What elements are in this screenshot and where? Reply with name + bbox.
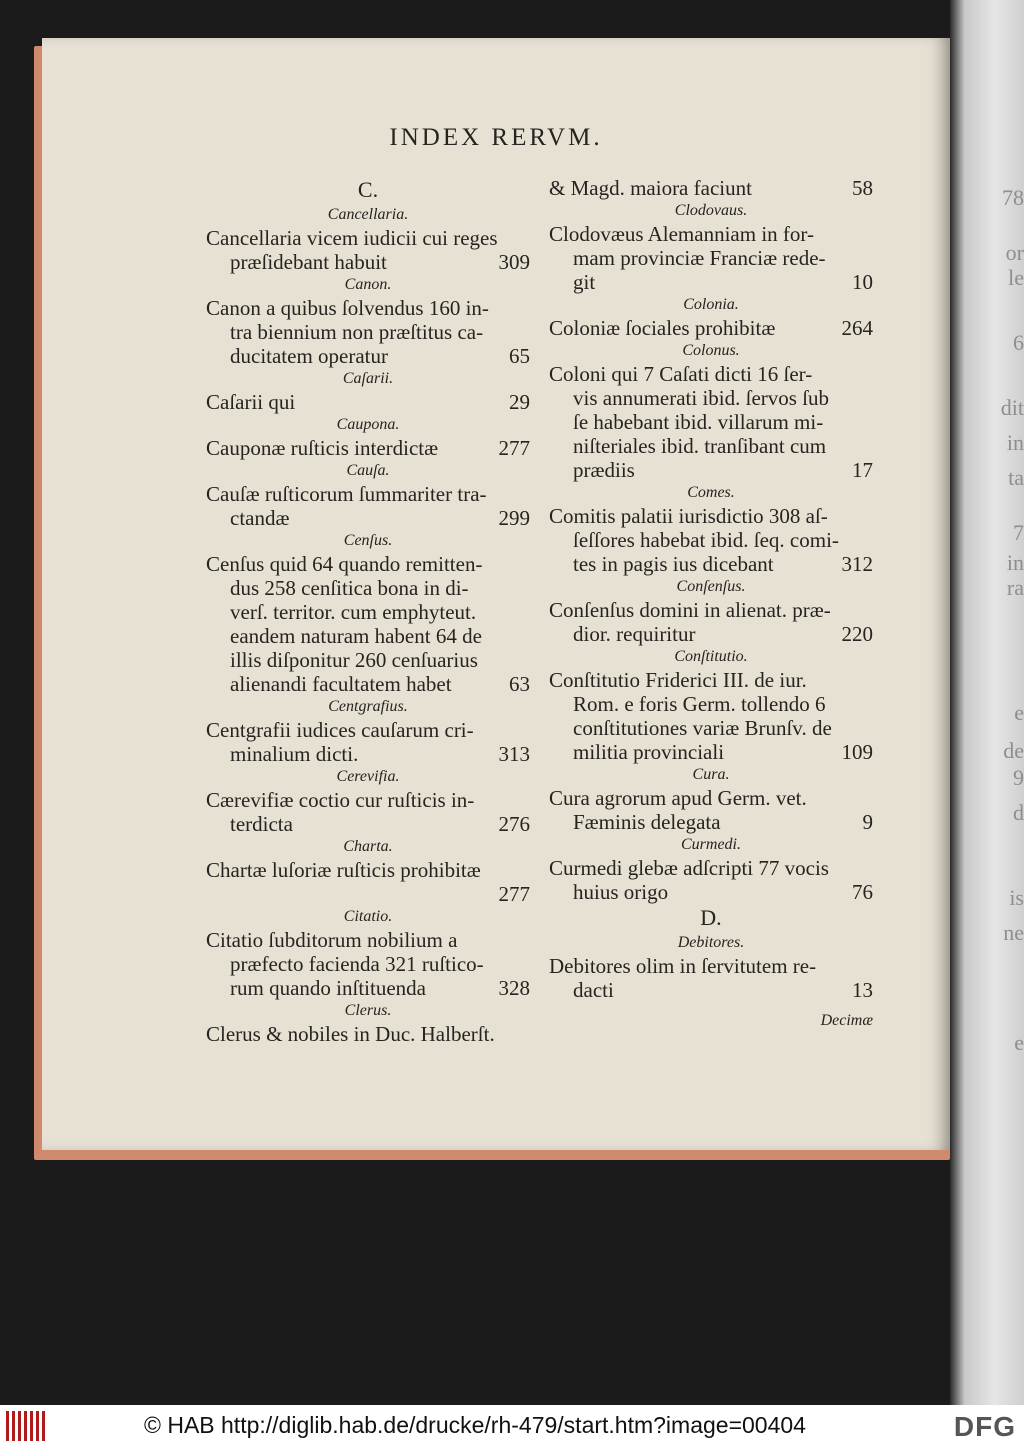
entry-line (549, 552, 873, 576)
page-reference: 299 (498, 506, 530, 530)
page-reference: 76 (852, 880, 873, 904)
page-header: INDEX RERVM. (389, 124, 603, 151)
entry-line (549, 810, 873, 834)
index-heading: Citatio. (343, 908, 393, 925)
entry-line (206, 344, 530, 368)
entry-line (549, 458, 873, 482)
entry-text: Fæminis delegata (573, 810, 721, 834)
entry-text: Clodovæus Alemanniam in for- (549, 222, 814, 246)
entry-line (549, 668, 873, 692)
entry-line (206, 600, 530, 624)
entry-line (206, 858, 530, 882)
index-entry (206, 858, 530, 906)
entry-line (206, 436, 530, 460)
entry-text: minalium dicti. (230, 742, 359, 766)
bleed-text: is (1009, 885, 1024, 910)
entry-line (206, 742, 530, 766)
entry-text: vis annumerati ibid. ſervos ſub (573, 386, 830, 410)
index-entry (549, 786, 873, 834)
bleed-text: or (1005, 240, 1024, 265)
entry-text: tes in pagis ius dicebant (573, 552, 774, 576)
page-reference: 277 (498, 882, 530, 906)
entry-line (206, 1022, 530, 1046)
page-reference: 109 (841, 740, 873, 764)
entry-text: Curmedi glebæ adſcripti 77 vocis (549, 856, 829, 880)
entry-line (206, 506, 530, 530)
bleed-text: 6 (1013, 330, 1024, 355)
bleed-text: de (1003, 738, 1024, 763)
entry-line (206, 648, 530, 672)
entry-line (206, 320, 530, 344)
entry-line (549, 434, 873, 458)
index-entry (549, 504, 873, 576)
entry-line (549, 362, 873, 386)
entry-line (549, 740, 873, 764)
entry-line (549, 270, 873, 294)
index-entry (206, 1022, 530, 1046)
page-reference: 13 (852, 978, 873, 1002)
index-heading: Cura. (692, 766, 730, 783)
entry-line (549, 598, 873, 622)
entry-line (206, 576, 530, 600)
entry-text: illis diſponitur 260 cenſuarius (230, 648, 478, 672)
entry-text: Conſtitutio Friderici III. de iur. (549, 668, 807, 692)
entry-text: ſe habebant ibid. villarum mi- (573, 410, 824, 434)
entry-line (549, 504, 873, 528)
entry-line (206, 788, 530, 812)
entry-line (206, 250, 530, 274)
page-reference: 29 (509, 390, 530, 414)
entry-text: rum quando inſtituenda (230, 976, 426, 1000)
entry-text: Debitores olim in ſervitutem re- (549, 954, 817, 978)
entry-line (549, 316, 873, 340)
index-entry (549, 598, 873, 646)
book-page (42, 38, 950, 1150)
entry-text: prædiis (573, 458, 635, 482)
entry-text: Conſenſus domini in alienat. præ- (549, 598, 831, 622)
bleed-text: in (1006, 430, 1024, 455)
index-heading: Canon. (344, 276, 392, 293)
entry-text: ſeſſores habebat ibid. ſeq. comi- (573, 528, 839, 552)
entry-text: Coloniæ ſociales prohibitæ (549, 316, 776, 340)
entry-line (206, 390, 530, 414)
entry-line (549, 856, 873, 880)
dfg-logo: DFG (953, 1411, 1016, 1442)
bleed-text: ra (1006, 575, 1024, 600)
entry-line (549, 954, 873, 978)
entry-text: Rom. e foris Germ. tollendo 6 (573, 692, 826, 716)
index-heading: Conſtitutio. (674, 648, 748, 665)
index-heading: Cancellaria. (327, 206, 409, 223)
entry-text: git (573, 270, 596, 294)
index-entry (206, 928, 530, 1000)
index-heading: Debitores. (677, 934, 745, 951)
entry-line (549, 622, 873, 646)
entry-line (206, 296, 530, 320)
entry-text: Cærevifiæ coctio cur ruſticis in- (206, 788, 475, 812)
page-reference: 313 (498, 742, 530, 766)
entry-text: tra biennium non præſtitus ca- (230, 320, 484, 344)
neighbor-page-edge (950, 0, 1024, 1447)
page-reference: 220 (841, 622, 873, 646)
entry-line (549, 410, 873, 434)
entry-text: terdicta (230, 812, 293, 836)
bleed-text: 7 (1013, 520, 1024, 545)
index-heading: Conſenſus. (676, 578, 746, 595)
entry-line (549, 176, 873, 200)
bleed-text: d (1013, 800, 1024, 825)
entry-text: dacti (573, 978, 614, 1002)
entry-line (206, 812, 530, 836)
page-reference: 264 (841, 316, 873, 340)
index-entry (549, 856, 873, 904)
entry-text: conſtitutiones variæ Brunſv. de (573, 716, 832, 740)
entry-text: Citatio ſubditorum nobilium a (206, 928, 458, 952)
index-heading: Colonia. (683, 296, 739, 313)
entry-line (206, 952, 530, 976)
index-entry (206, 482, 530, 530)
entry-text: militia provinciali (573, 740, 725, 764)
entry-text: Coloni qui 7 Caſati dicti 16 ſer- (549, 362, 813, 386)
entry-line (549, 716, 873, 740)
entry-text: Cura agrorum apud Germ. vet. (549, 786, 807, 810)
entry-text: Cenſus quid 64 quando remitten- (206, 552, 483, 576)
index-entry (206, 226, 530, 274)
entry-text: Caſarii qui (206, 390, 296, 414)
bleed-text: 78 (1002, 185, 1024, 210)
index-entry (206, 718, 530, 766)
entry-text: Canon a quibus ſolvendus 160 in- (206, 296, 489, 320)
index-heading: Colonus. (682, 342, 740, 359)
viewer-footer (0, 1405, 1024, 1447)
index-heading: Caupona. (336, 416, 400, 433)
entry-line (549, 246, 873, 270)
index-heading: Cauſa. (346, 462, 390, 479)
index-column-right (549, 176, 873, 1032)
entry-text: & Magd. maiora faciunt (549, 176, 752, 200)
index-heading: Cerevifia. (336, 768, 400, 785)
bleed-text: dit (1000, 395, 1024, 420)
entry-text: præſidebant habuit (230, 250, 387, 274)
entry-text: dior. requiritur (573, 622, 696, 646)
catchword: Decimæ (820, 1012, 873, 1029)
entry-text: eandem naturam habent 64 de (230, 624, 482, 648)
entry-text: niſteriales ibid. tranſibant cum (573, 434, 827, 458)
page-reference: 63 (509, 672, 530, 696)
index-heading: Centgrafius. (328, 698, 408, 715)
entry-text: ducitatem operatur (230, 344, 389, 368)
entry-line (206, 882, 530, 906)
entry-line (206, 672, 530, 696)
index-column-left (206, 176, 530, 1046)
footer-credit[interactable]: © HAB http://diglib.hab.de/drucke/rh-479/start.htm?image=00404 (144, 1412, 806, 1438)
index-entry (206, 788, 530, 836)
hab-logo-icon (6, 1411, 48, 1441)
page-reference: 65 (509, 344, 530, 368)
index-heading: Caſarii. (342, 370, 394, 387)
page-reference: 312 (841, 552, 873, 576)
index-entry (206, 296, 530, 368)
bleed-text: le (1008, 265, 1024, 290)
entry-text: mam provinciæ Franciæ rede- (573, 246, 826, 270)
entry-text: præfecto facienda 321 ruſtico- (230, 952, 484, 976)
entry-line (549, 386, 873, 410)
entry-line (206, 226, 530, 250)
page-reference: 277 (498, 436, 530, 460)
page-reference: 9 (862, 810, 873, 834)
entry-text: Cauponæ ruſticis interdictæ (206, 436, 439, 460)
bleed-text: e (1014, 700, 1024, 725)
entry-text: ctandæ (230, 506, 290, 530)
entry-line (549, 880, 873, 904)
index-heading: Comes. (687, 484, 735, 501)
entry-text: Cauſæ ruſticorum ſummariter tra- (206, 482, 487, 506)
entry-text: Clerus & nobiles in Duc. Halberſt. (206, 1022, 495, 1046)
bleed-text: ta (1008, 465, 1024, 490)
entry-line (206, 552, 530, 576)
page-reference: 58 (852, 176, 873, 200)
index-entry (206, 552, 530, 696)
entry-line (549, 786, 873, 810)
entry-text: alienandi facultatem habet (230, 672, 452, 696)
entry-text: huius origo (573, 880, 669, 904)
index-entry (206, 436, 530, 460)
bleed-text: e (1014, 1030, 1024, 1055)
index-heading: Cenſus. (343, 532, 393, 549)
bleed-text: 9 (1013, 765, 1024, 790)
index-entry (549, 954, 873, 1002)
index-heading: Clerus. (344, 1002, 392, 1019)
section-letter: D. (700, 905, 722, 930)
page-reference: 17 (852, 458, 873, 482)
entry-text: Chartæ luſoriæ ruſticis prohibitæ (206, 858, 481, 882)
page-reference: 276 (498, 812, 530, 836)
entry-text: Cancellaria vicem iudicii cui reges (206, 226, 498, 250)
section-letter: C. (357, 177, 379, 202)
index-heading: Clodovaus. (674, 202, 748, 219)
index-heading: Curmedi. (681, 836, 741, 853)
entry-line (206, 976, 530, 1000)
page-reference: 328 (498, 976, 530, 1000)
entry-text: verſ. territor. cum emphyteut. (230, 600, 477, 624)
entry-text: Centgrafii iudices cauſarum cri- (206, 718, 474, 742)
entry-line (206, 718, 530, 742)
entry-text: Comitis palatii iurisdictio 308 aſ- (549, 504, 828, 528)
index-entry (549, 176, 873, 200)
entry-line (549, 222, 873, 246)
entry-line (206, 482, 530, 506)
index-entry (549, 668, 873, 764)
index-entry (549, 362, 873, 482)
index-entry (206, 390, 530, 414)
index-entry (549, 222, 873, 294)
bleed-text: in (1006, 550, 1024, 575)
page-reference: 10 (852, 270, 873, 294)
page-reference: 309 (498, 250, 530, 274)
index-entry (549, 316, 873, 340)
entry-line (549, 978, 873, 1002)
entry-line (549, 528, 873, 552)
bleed-text: ne (1003, 920, 1024, 945)
entry-line (206, 928, 530, 952)
entry-line (206, 624, 530, 648)
index-heading: Charta. (343, 838, 393, 855)
entry-text: dus 258 cenſitica bona in di- (230, 576, 469, 600)
entry-line (549, 692, 873, 716)
